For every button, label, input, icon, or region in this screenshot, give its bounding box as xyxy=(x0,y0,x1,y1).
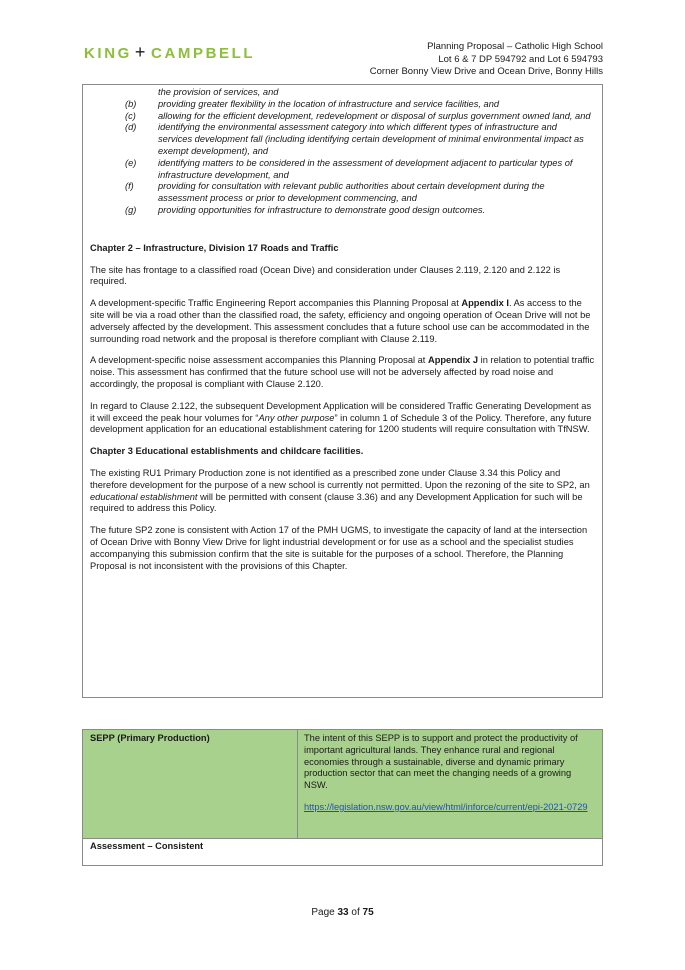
chapter2-paragraph-3: A development-specific noise assessment accompanies this Planning Proposal at Appendix J in relation to potential traffic noise. This assessment has confirmed that the future school use will not be adversely affected by road noise and accordingly, the proposal is compliant with Clause 2.120. xyxy=(90,355,595,389)
sepp-primary-production-table xyxy=(82,729,603,866)
appendix-i-reference: Appendix I xyxy=(461,298,509,309)
header-line-lots: Lot 6 & 7 DP 594792 and Lot 6 594793 xyxy=(438,53,603,65)
objective-f: (f) providing for consultation with relevant public authorities about certain development during the assessment process or prior to development commencing, and xyxy=(125,181,545,204)
appendix-j-reference: Appendix J xyxy=(427,355,479,366)
objective-continuation: the provision of services, and xyxy=(158,87,279,97)
chapter2-paragraph-1: The site has frontage to a classified road (Ocean Dive) and consideration under Clauses 2.119, 2.120 and 2.122 is required. xyxy=(90,264,561,287)
header-line-address: Corner Bonny View Drive and Ocean Drive, Bonny Hills xyxy=(369,66,603,78)
chapter3-heading: Chapter 3 Educational establishments and childcare facilities. xyxy=(90,446,364,457)
chapter2-heading: Chapter 2 – Infrastructure, Division 17 Roads and Traffic xyxy=(90,242,339,253)
sepp-row xyxy=(83,730,602,839)
header-line-title: Planning Proposal – Catholic High School xyxy=(427,41,603,52)
chapter2-paragraph-2: A development-specific Traffic Engineering Report accompanies this Planning Proposal at Appendix I. As access to the site will be via a road other than the classified road, the safety, efficiency and ongoing operation of Ocean Drive will not be adversely affected by the development. This assessment concludes that a future school use can be accommodated in the surrounding road network and the proposal is therefore compliant with Clause 2.119. xyxy=(90,298,591,344)
assessment-result: Assessment – Consistent xyxy=(90,841,204,851)
objective-c: (c) allowing for the efficient development, redevelopment or disposal of surplus government owned land, and xyxy=(125,110,591,121)
king-campbell-logo: KING + CAMPBELL xyxy=(84,42,256,62)
infrastructure-sepp-assessment-box xyxy=(82,84,603,698)
sepp-description: The intent of this SEPP is to support and protect the productivity of important agricultural lands. They enhance rural and regional economies through a sustainable, diverse and dynamic primary production sector that can meet the changing needs of a growing NSW. xyxy=(304,733,578,791)
objective-d: (d) identifying the environmental assessment category into which different types of infrastructure and services development fall (including identifying certain development of minimal environmental impact as exempt development), and xyxy=(125,122,584,156)
column-divider xyxy=(297,730,298,838)
page-total: 75 xyxy=(362,907,374,918)
page-footer: Page 33 of 75 xyxy=(311,907,374,918)
objective-b: (b) providing greater flexibility in the location of infrastructure and service facilities, and xyxy=(125,98,500,109)
sepp-description-cell xyxy=(304,733,596,814)
page-number: 33 xyxy=(337,907,349,918)
objective-g: (g) providing opportunities for infrastructure to demonstrate good design outcomes. xyxy=(125,204,486,215)
chapter2-paragraph-4: In regard to Clause 2.122, the subsequent Development Application will be considered Traffic Generating Development as it will exceed the peak hour volumes for “Any other purpose” in column 1 of Schedule 3 of the Policy. Therefore, any future development application for an educational establishment catering for 1200 students will require consultation with TfNSW. xyxy=(90,400,592,435)
chapter3-paragraph-2: The future SP2 zone is consistent with Action 17 of the PMH UGMS, to investigate the capacity of land at the intersection of Ocean Drive with Bonny View Drive for light industrial development or for use as a school and the specialist studies accompanying this submission confirm that the site is suitable for the purposes of a school. Therefore, the Planning Proposal is not inconsistent with the provisions of this Chapter. xyxy=(90,525,588,571)
sepp-title: SEPP (Primary Production) xyxy=(90,733,210,743)
chapter3-paragraph-1: The existing RU1 Primary Production zone is not identified as a prescribed zone under Clause 3.34 this Policy and therefore development for the purpose of a new school is currently not permitted. Upon the rezoning of the site to SP2, an educational establishment will be permitted with consent (clause 3.36) and any Development Application for such will be required to address this Policy. xyxy=(90,467,590,514)
objective-e: (e) identifying matters to be considered in the assessment of development adjacent to particular types of infrastructure development, and xyxy=(125,157,573,180)
document-header xyxy=(370,41,603,79)
legislation-link[interactable]: https://legislation.nsw.gov.au/view/html/inforce/current/epi-2021-0729 xyxy=(304,801,588,812)
